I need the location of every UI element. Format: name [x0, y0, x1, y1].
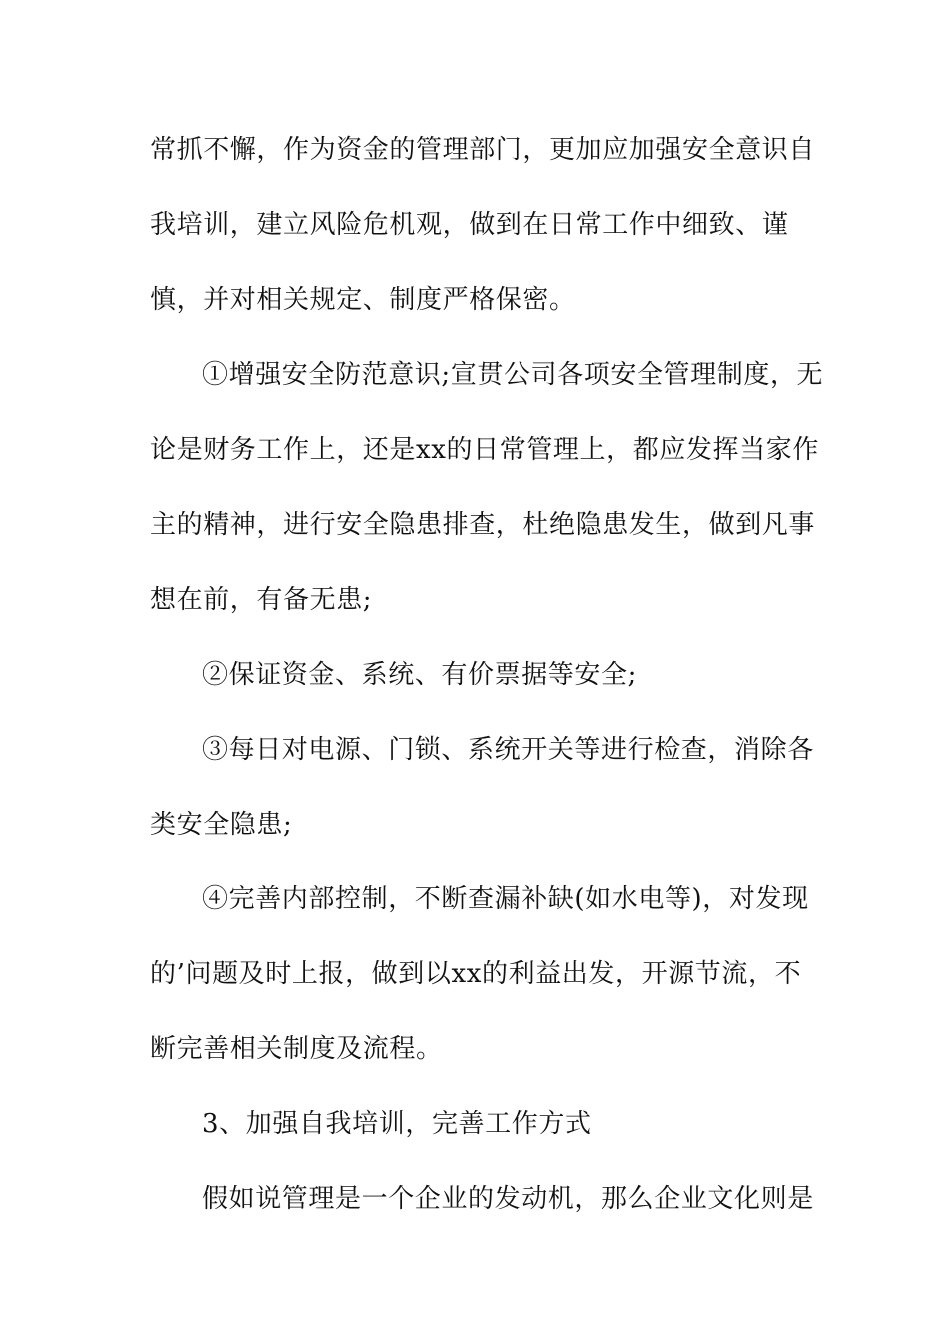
text-line-11: ④完善内部控制，不断查漏补缺(如水电等)，对发现 [202, 884, 809, 914]
text-line-15: 假如说管理是一个企业的发动机，那么企业文化则是 [202, 1184, 814, 1214]
text-line-7: 想在前，有备无患; [150, 585, 373, 615]
text-line-6: 主的精神，进行安全隐患排查，杜绝隐患发生，做到凡事 [150, 510, 816, 540]
text-line-2: 我培训，建立风险危机观，做到在日常工作中细致、谨 [150, 210, 789, 240]
text-line-8: ②保证资金、系统、有价票据等安全; [202, 660, 637, 690]
text-line-12: 的’问题及时上报，做到以xx的利益出发，开源节流，不 [150, 959, 802, 989]
text-line-1: 常抓不懈，作为资金的管理部门，更加应加强安全意识自 [150, 135, 816, 165]
text-line-3: 慎，并对相关规定、制度严格保密。 [150, 285, 576, 315]
text-line-13: 断完善相关制度及流程。 [150, 1034, 443, 1064]
text-line-9: ③每日对电源、门锁、系统开关等进行检查，消除各 [202, 735, 814, 765]
text-line-5: 论是财务工作上，还是xx的日常管理上，都应发挥当家作 [150, 435, 819, 465]
text-line-10: 类安全隐患; [150, 810, 293, 840]
section-heading: 3、加强自我培训，完善工作方式 [202, 1109, 592, 1139]
text-line-4: ①增强安全防范意识;宣贯公司各项安全管理制度，无 [202, 360, 824, 390]
